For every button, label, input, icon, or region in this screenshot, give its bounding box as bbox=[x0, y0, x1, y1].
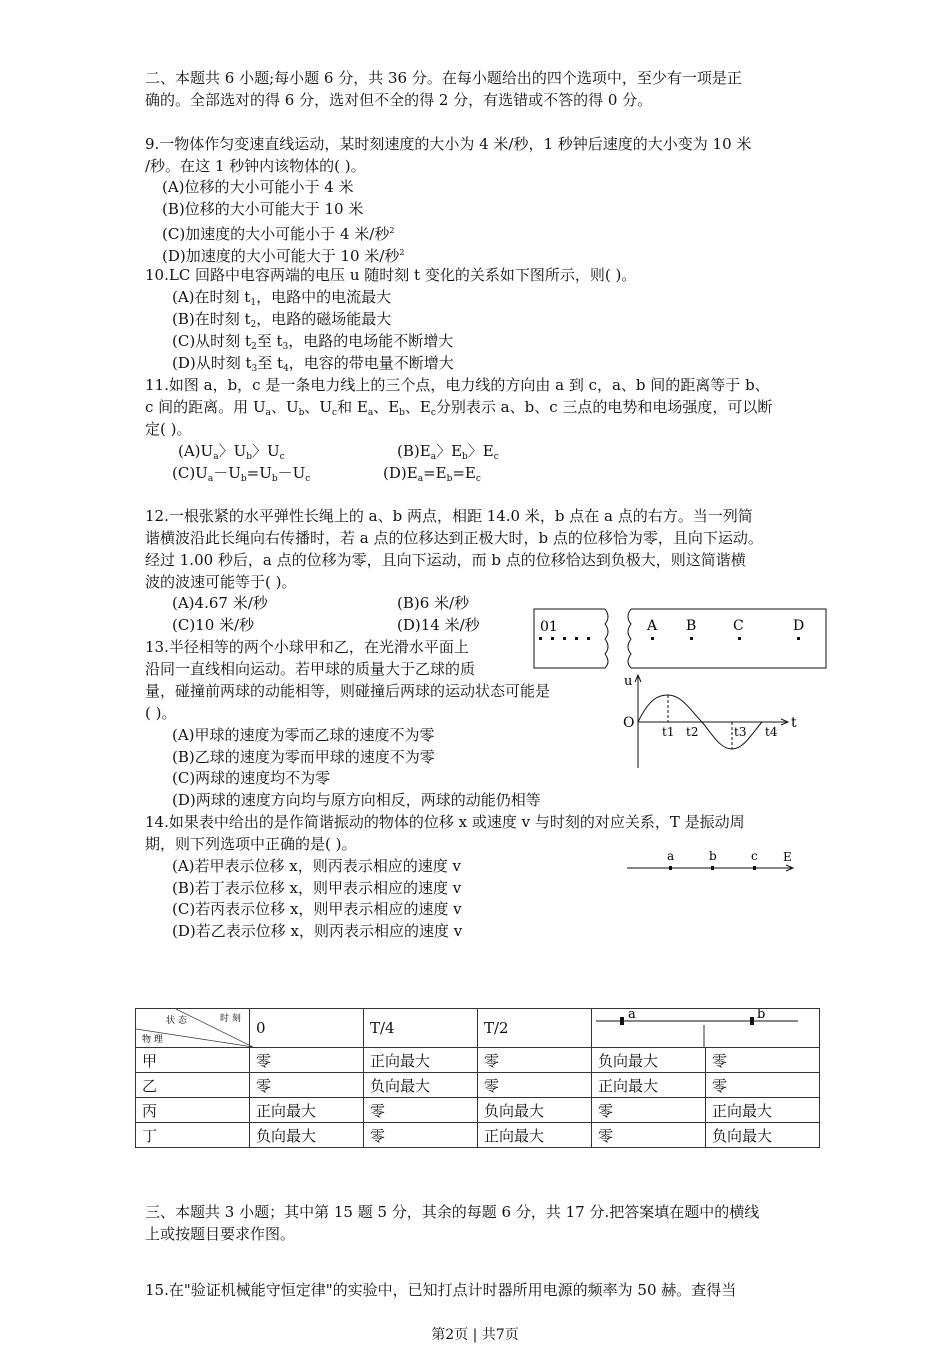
table-cell: 零 bbox=[250, 1073, 364, 1098]
table-cell: 负向最大 bbox=[592, 1048, 706, 1073]
svg-text:时 刻: 时 刻 bbox=[220, 1014, 241, 1024]
svg-text:O: O bbox=[623, 715, 635, 731]
q14-stem: 期，则下列选项中正确的是( )。 bbox=[145, 835, 357, 853]
q11-stem: 11.如图 a，b，c 是一条电力线上的三个点，电力线的方向由 a 到 c，a、b 间的距离等于 b、 bbox=[145, 376, 770, 394]
q10-option: (C)从时刻 $t_2$至 $t_3$，电路的电场能不断增大 bbox=[172, 332, 454, 352]
q9-stem: /秒。在这 1 秒钟内该物体的( )。 bbox=[145, 157, 366, 175]
q12-option: (C)10 米/秒 bbox=[172, 616, 255, 634]
table-header-cell: T/4 bbox=[364, 1009, 478, 1048]
table-cell: 正向最大 bbox=[364, 1048, 478, 1073]
table-cell: 正向最大 bbox=[478, 1123, 592, 1148]
q9-option: (C)加速度的大小可能小于 4 米/秒$^2$ bbox=[162, 225, 395, 243]
table-cell: 乙 bbox=[136, 1073, 250, 1098]
svg-text:t: t bbox=[791, 715, 797, 731]
table-cell: 正向最大 bbox=[250, 1098, 364, 1123]
svg-text:a: a bbox=[628, 1009, 636, 1022]
page-footer: 第2页 | 共7页 bbox=[431, 1327, 519, 1343]
table-cell: 正向最大 bbox=[706, 1098, 820, 1123]
section2-line: 二、本题共 6 小题;每小题 6 分，共 36 分。在每小题给出的四个选项中，至少有一项是正 bbox=[145, 69, 742, 87]
q12-option: (B)6 米/秒 bbox=[397, 594, 470, 612]
q14-stem: 14.如果表中给出的是作简谐振动的物体的位移 x 或速度 v 与时刻的对应关系，T 是振动周 bbox=[145, 813, 745, 831]
svg-text:t4: t4 bbox=[765, 725, 778, 739]
q9-option: (B)位移的大小可能大于 10 米 bbox=[162, 200, 364, 218]
table-cell: 甲 bbox=[136, 1048, 250, 1073]
voltage-time-graph bbox=[620, 672, 805, 772]
oscillation-table bbox=[135, 1008, 820, 1148]
q11-option-d: $(D)E_a=E_b=E_c$ bbox=[383, 464, 481, 484]
table-row bbox=[136, 1048, 820, 1073]
table-header-figure bbox=[592, 1009, 820, 1048]
svg-text:状 态: 状 态 bbox=[166, 1016, 187, 1026]
table-cell: 零 bbox=[364, 1098, 478, 1123]
q13-option: (A)甲球的速度为零而乙球的速度不为零 bbox=[172, 726, 435, 744]
q13-stem: 13.半径相等的两个小球甲和乙，在光滑水平面上 bbox=[145, 638, 469, 656]
q10-option: (D)从时刻 $t_3$至 $t_4$，电容的带电量不断增大 bbox=[172, 354, 454, 374]
table-row bbox=[136, 1123, 820, 1148]
q11-stem: 定( )。 bbox=[145, 420, 192, 438]
svg-text:C: C bbox=[733, 618, 744, 634]
q9-stem: 9.一物体作匀变速直线运动，某时刻速度的大小为 4 米/秒，1 秒钟后速度的大小变为 10 米 bbox=[145, 135, 752, 153]
q12-option: (D)14 米/秒 bbox=[397, 616, 480, 634]
svg-text:b: b bbox=[709, 849, 717, 863]
q9-option: (D)加速度的大小可能大于 10 米/秒$^2$ bbox=[162, 247, 405, 265]
q12-option: (A)4.67 米/秒 bbox=[172, 594, 268, 612]
section3-line: 上或按题目要求作图。 bbox=[145, 1225, 296, 1243]
table-header-cell: 0 bbox=[250, 1009, 364, 1048]
svg-text:t1: t1 bbox=[662, 725, 675, 739]
q15-stem: 15.在"验证机械能守恒定律"的实验中，已知打点计时器所用电源的频率为 50 赫。查得当 bbox=[145, 1281, 737, 1299]
q14-option: (D)若乙表示位移 x，则丙表示相应的速度 v bbox=[172, 922, 463, 940]
svg-text:B: B bbox=[686, 618, 697, 634]
svg-text:u: u bbox=[624, 674, 633, 689]
q12-stem: 经过 1.00 秒后，a 点的位移为零，且向下运动，而 b 点的位移恰达到负极大，则这简谐横 bbox=[145, 551, 746, 569]
q14-option: (B)若丁表示位移 x，则甲表示相应的速度 v bbox=[172, 879, 462, 897]
svg-text:物 理: 物 理 bbox=[142, 1035, 163, 1045]
q13-stem: 沿同一直线相向运动。若甲球的质量大于乙球的质 bbox=[145, 660, 476, 678]
table-cell: 正向最大 bbox=[592, 1073, 706, 1098]
q13-stem: 量，碰撞前两球的动能相等，则碰撞后两球的运动状态可能是 bbox=[145, 682, 551, 700]
table-cell: 负向最大 bbox=[250, 1123, 364, 1148]
q10-option: (A)在时刻 $t_1$，电路中的电流最大 bbox=[172, 288, 392, 308]
ticker-tape-figure bbox=[530, 605, 830, 675]
q14-option: (A)若甲表示位移 x，则丙表示相应的速度 v bbox=[172, 857, 462, 875]
table-cell: 零 bbox=[364, 1123, 478, 1148]
svg-text:01: 01 bbox=[540, 619, 558, 635]
q11-option-a: $(A)U_a$〉$U_b$〉$U_c$ bbox=[178, 442, 285, 462]
table-cell: 负向最大 bbox=[364, 1073, 478, 1098]
table-cell: 零 bbox=[250, 1048, 364, 1073]
q12-stem: 波的波速可能等于( )。 bbox=[145, 573, 297, 591]
q12-stem: 12.一根张紧的水平弹性长绳上的 a、b 两点，相距 14.0 米，b 点在 a 点的右方。当一列简 bbox=[145, 507, 753, 525]
q10-option: (B)在时刻 $t_2$，电路的磁场能最大 bbox=[172, 310, 392, 330]
svg-text:t3: t3 bbox=[734, 725, 747, 739]
table-row bbox=[136, 1098, 820, 1123]
svg-text:t2: t2 bbox=[686, 725, 699, 739]
svg-text:b: b bbox=[757, 1009, 766, 1022]
table-cell: 零 bbox=[592, 1123, 706, 1148]
table-cell: 零 bbox=[478, 1073, 592, 1098]
q11-option-b: $(B)E_a$〉$E_b$〉$E_c$ bbox=[397, 442, 499, 462]
svg-text:A: A bbox=[647, 618, 658, 634]
q9-option: (A)位移的大小可能小于 4 米 bbox=[162, 178, 354, 196]
svg-text:E: E bbox=[783, 850, 792, 864]
section3-line: 三、本题共 3 小题；其中第 15 题 5 分，其余的每题 6 分，共 17 分.把答案填在题中的横线 bbox=[145, 1203, 760, 1221]
q11-option-c: $(C)U_a-U_b=U_b-U_c$ bbox=[172, 464, 311, 484]
q12-stem: 谐横波沿此长绳向右传播时，若 a 点的位移达到正极大时，b 点的位移恰为零，且向下运动。 bbox=[145, 529, 763, 547]
electric-field-line-figure bbox=[625, 848, 800, 874]
table-corner-cell bbox=[136, 1009, 250, 1048]
table-cell: 丁 bbox=[136, 1123, 250, 1148]
svg-text:a: a bbox=[667, 849, 675, 863]
table-cell: 零 bbox=[478, 1048, 592, 1073]
section2-line: 确的。全部选对的得 6 分，选对但不全的得 2 分，有选错或不答的得 0 分。 bbox=[145, 91, 653, 109]
q13-option: (D)两球的速度方向均与原方向相反，两球的动能仍相等 bbox=[172, 791, 541, 809]
table-cell: 丙 bbox=[136, 1098, 250, 1123]
q13-stem: ( )。 bbox=[145, 704, 177, 722]
svg-text:D: D bbox=[793, 618, 805, 634]
table-cell: 零 bbox=[706, 1073, 820, 1098]
table-cell: 零 bbox=[706, 1048, 820, 1073]
table-row bbox=[136, 1073, 820, 1098]
table-cell: 负向最大 bbox=[706, 1123, 820, 1148]
svg-text:c: c bbox=[751, 849, 758, 863]
q14-option: (C)若丙表示位移 x，则甲表示相应的速度 v bbox=[172, 900, 462, 918]
q13-option: (B)乙球的速度为零而甲球的速度不为零 bbox=[172, 748, 435, 766]
table-header-cell: T/2 bbox=[478, 1009, 592, 1048]
table-cell: 零 bbox=[592, 1098, 706, 1123]
table-cell: 负向最大 bbox=[478, 1098, 592, 1123]
q13-option: (C)两球的速度均不为零 bbox=[172, 769, 331, 787]
q10-stem: 10.LC 回路中电容两端的电压 u 随时刻 t 变化的关系如下图所示，则( )。 bbox=[145, 266, 637, 284]
q11-stem: c 间的距离。用 $U_a$、$U_b$、$U_c$和 $E_a$、$E_b$、$E_c$分别表示 a、b、c 三点的电势和电场强度，可以断 bbox=[145, 398, 773, 418]
